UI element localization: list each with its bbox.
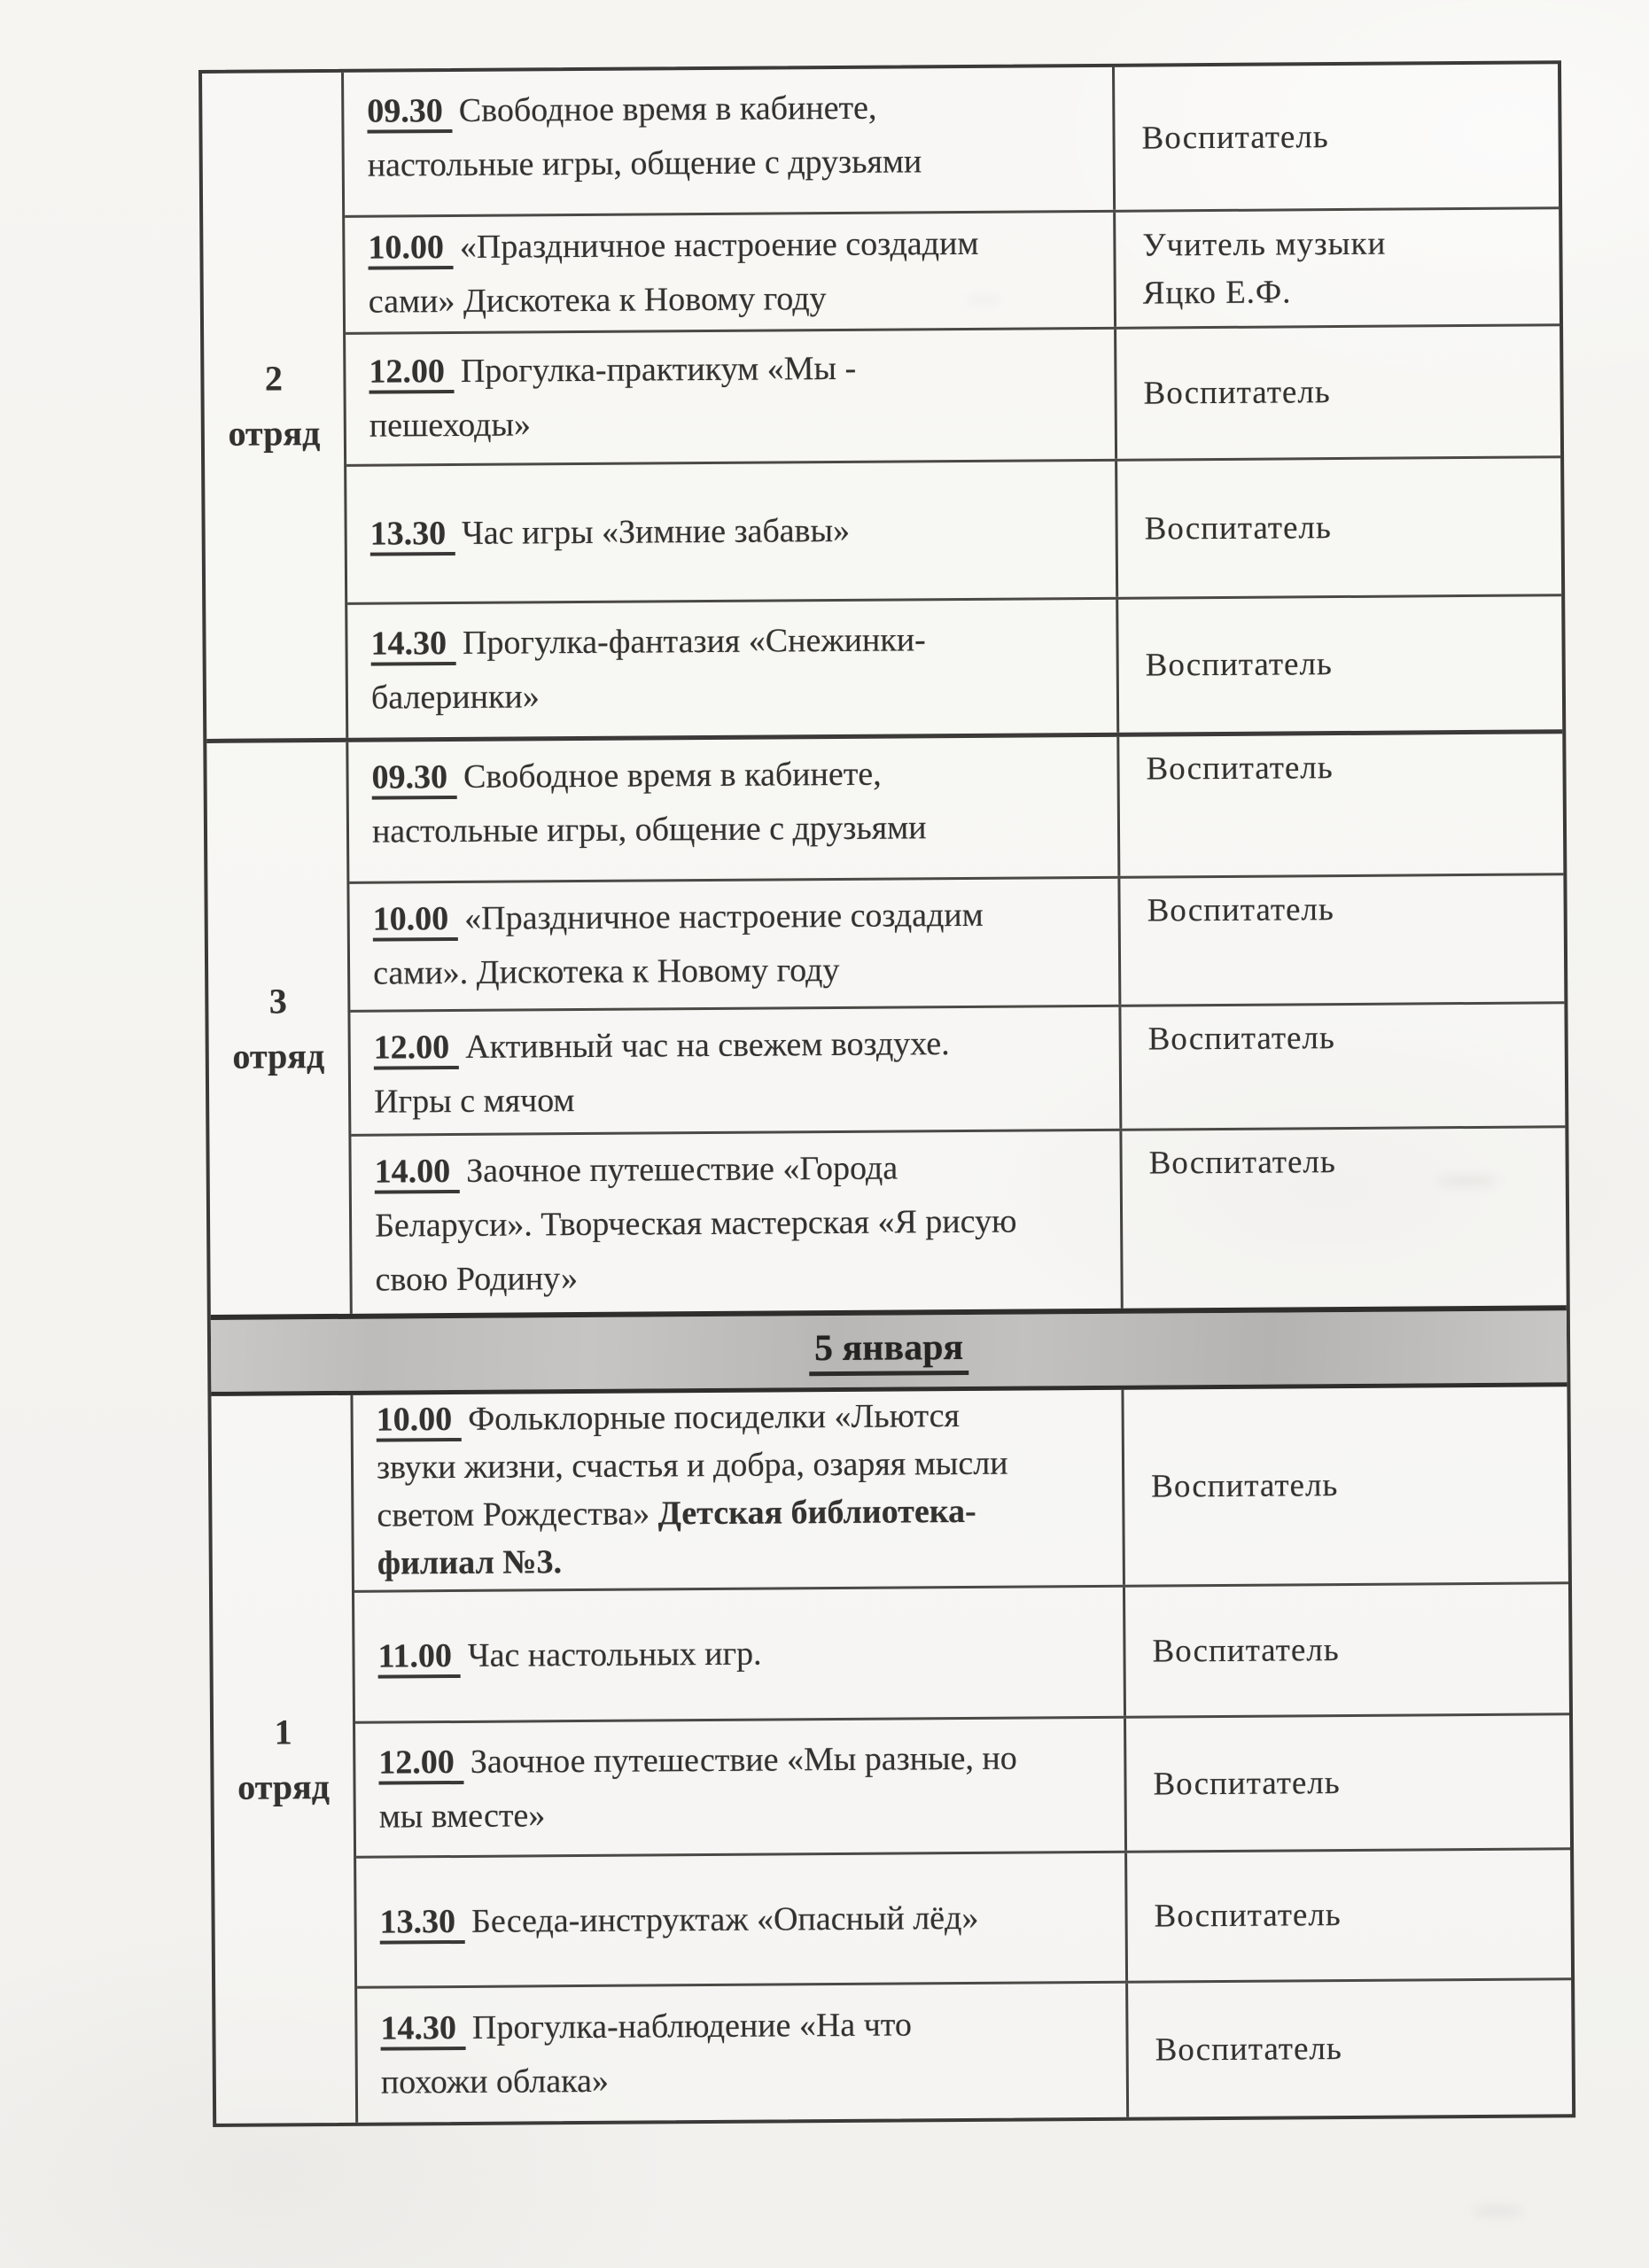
squad-word: отряд xyxy=(237,1766,331,1807)
responsible-cell xyxy=(1128,1980,1572,2117)
squad-number: 2 xyxy=(264,357,284,398)
squad-1-section xyxy=(211,1386,1572,2124)
section-rows xyxy=(344,64,1562,738)
section-rows xyxy=(348,734,1566,1314)
activity-text: «Праздничное настроение создадим сами». Дискотека к Новому году xyxy=(372,896,984,992)
responsible-text: Воспитатель xyxy=(1146,750,1334,788)
activity-text: Свободное время в кабинете, настольные игры, общение с друзьями xyxy=(367,89,922,184)
table-row xyxy=(354,1584,1569,1724)
responsible-text: Воспитатель xyxy=(1141,118,1329,157)
activity-cell xyxy=(354,1588,1126,1721)
responsible-cell xyxy=(1126,1715,1570,1850)
table-row xyxy=(351,1128,1566,1314)
activity-time: 09.30 xyxy=(371,758,456,800)
activity-cell xyxy=(356,1853,1128,1986)
activity-time: 12.00 xyxy=(374,1029,459,1070)
squad-cell xyxy=(211,1395,358,2124)
squad-3-section xyxy=(206,734,1566,1315)
activity-cell xyxy=(349,879,1121,1010)
activity-time: 12.00 xyxy=(369,353,454,394)
schedule-table xyxy=(198,60,1575,2127)
activity-text: Активный час на свежем воздухе. Игры с мячом xyxy=(373,1025,950,1121)
date-banner-label: 5 января xyxy=(809,1326,969,1376)
activity-line xyxy=(370,612,1090,725)
responsible-cell xyxy=(1119,734,1563,875)
squad-word: отряд xyxy=(228,412,321,454)
table-row xyxy=(357,1980,1572,2123)
activity-cell xyxy=(344,67,1116,215)
squad-number: 1 xyxy=(274,1711,292,1751)
table-row xyxy=(353,1386,1568,1593)
activity-line xyxy=(378,1731,1098,1844)
scan-smudge xyxy=(1471,2206,1524,2217)
activity-text: Фольклорные посиделки «Льются звуки жизни, счастья и добра, озаряя мысли светом Рождества» xyxy=(376,1397,1008,1534)
activity-cell xyxy=(348,737,1120,882)
table-row xyxy=(350,1004,1565,1137)
responsible-cell xyxy=(1118,596,1562,732)
activity-line xyxy=(369,502,1088,561)
activity-text: Заочное путешествие «Мы разные, но мы вместе» xyxy=(378,1739,1017,1836)
activity-text: Беседа-инструктаж «Опасный лёд» xyxy=(471,1899,979,1940)
activity-cell xyxy=(346,330,1117,464)
responsible-text: Воспитатель xyxy=(1151,1467,1339,1505)
activity-cell xyxy=(347,600,1119,738)
responsible-text: Воспитатель xyxy=(1144,509,1332,548)
responsible-cell xyxy=(1115,64,1559,209)
table-row xyxy=(346,458,1561,605)
activity-text: Прогулка-практикум «Мы - пешеходы» xyxy=(369,350,857,445)
responsible-text: Воспитатель xyxy=(1147,1020,1335,1058)
squad-2-section xyxy=(202,64,1562,743)
activity-time: 10.00 xyxy=(376,1401,461,1442)
activity-line xyxy=(380,1997,1100,2109)
responsible-cell xyxy=(1120,875,1564,1004)
activity-cell xyxy=(351,1131,1123,1314)
table-row xyxy=(349,875,1564,1013)
table-row xyxy=(344,64,1559,218)
date-banner xyxy=(211,1305,1567,1396)
responsible-cell xyxy=(1122,1128,1566,1308)
responsible-text: Воспитатель xyxy=(1154,1897,1342,1935)
squad-word: отряд xyxy=(232,1035,325,1076)
activity-line xyxy=(371,746,1091,858)
activity-text: «Праздничное настроение создадим сами» Дискотека к Новому году xyxy=(368,224,979,321)
responsible-text: Воспитатель xyxy=(1152,1631,1340,1670)
activity-line xyxy=(377,1625,1096,1683)
activity-time: 12.00 xyxy=(378,1744,463,1785)
activity-text: Час настольных игр. xyxy=(467,1635,762,1675)
table-row xyxy=(345,209,1560,335)
activity-text: Час игры «Зимние забавы» xyxy=(462,511,851,553)
activity-text: Прогулка-наблюдение «На что похожи облака» xyxy=(380,2006,913,2101)
activity-cell xyxy=(345,213,1116,332)
squad-cell xyxy=(202,73,348,739)
table-row xyxy=(348,734,1563,884)
activity-text: Заочное путешествие «Города Беларуси». Творческая мастерская «Я рисую свою Родину» xyxy=(374,1149,1017,1299)
responsible-text: Учитель музыки Яцко Е.Ф. xyxy=(1142,225,1387,312)
activity-text: Свободное время в кабинете, настольные игры, общение с друзьями xyxy=(371,755,927,850)
table-row xyxy=(347,596,1562,738)
section-rows xyxy=(353,1386,1572,2123)
table-row xyxy=(356,1850,1571,1989)
activity-line xyxy=(372,888,1092,1000)
squad-cell xyxy=(206,742,352,1315)
responsible-cell xyxy=(1124,1386,1568,1584)
responsible-text: Воспитатель xyxy=(1148,1144,1336,1182)
activity-line xyxy=(374,1016,1093,1129)
responsible-text: Воспитатель xyxy=(1147,891,1334,929)
squad-number: 3 xyxy=(268,980,287,1021)
activity-time: 11.00 xyxy=(377,1637,461,1679)
activity-time: 10.00 xyxy=(368,229,453,270)
responsible-text: Воспитатель xyxy=(1143,374,1331,412)
activity-cell xyxy=(346,462,1118,602)
activity-cell xyxy=(350,1007,1122,1134)
responsible-text: Воспитатель xyxy=(1145,646,1333,684)
responsible-cell xyxy=(1116,326,1560,458)
activity-line xyxy=(374,1140,1093,1307)
responsible-cell xyxy=(1121,1004,1565,1128)
activity-cell xyxy=(357,1984,1129,2123)
table-row xyxy=(346,326,1560,467)
activity-line xyxy=(379,1891,1098,1949)
activity-line xyxy=(368,216,1087,329)
activity-line xyxy=(369,340,1088,453)
activity-time: 10.00 xyxy=(373,900,458,942)
responsible-cell xyxy=(1127,1850,1571,1980)
responsible-cell xyxy=(1125,1584,1569,1715)
responsible-text: Воспитатель xyxy=(1153,1764,1341,1803)
activity-line xyxy=(367,80,1086,192)
table-row xyxy=(355,1715,1570,1859)
activity-cell xyxy=(353,1390,1125,1590)
activity-cell xyxy=(355,1719,1127,1856)
responsible-cell xyxy=(1116,209,1560,326)
activity-time: 13.30 xyxy=(379,1903,464,1945)
activity-time: 14.30 xyxy=(380,2009,465,2051)
activity-time: 09.30 xyxy=(367,92,452,134)
responsible-cell xyxy=(1117,458,1561,596)
responsible-text: Воспитатель xyxy=(1155,2030,1342,2069)
activity-time: 14.00 xyxy=(375,1153,460,1194)
activity-time: 13.30 xyxy=(370,515,455,556)
activity-time: 14.30 xyxy=(370,625,455,666)
activity-line xyxy=(376,1392,1095,1588)
activity-text-bold: Детская библиотека- филиал №3. xyxy=(377,1492,976,1582)
activity-text: Прогулка-фантазия «Снежинки- балеринки» xyxy=(370,621,926,717)
